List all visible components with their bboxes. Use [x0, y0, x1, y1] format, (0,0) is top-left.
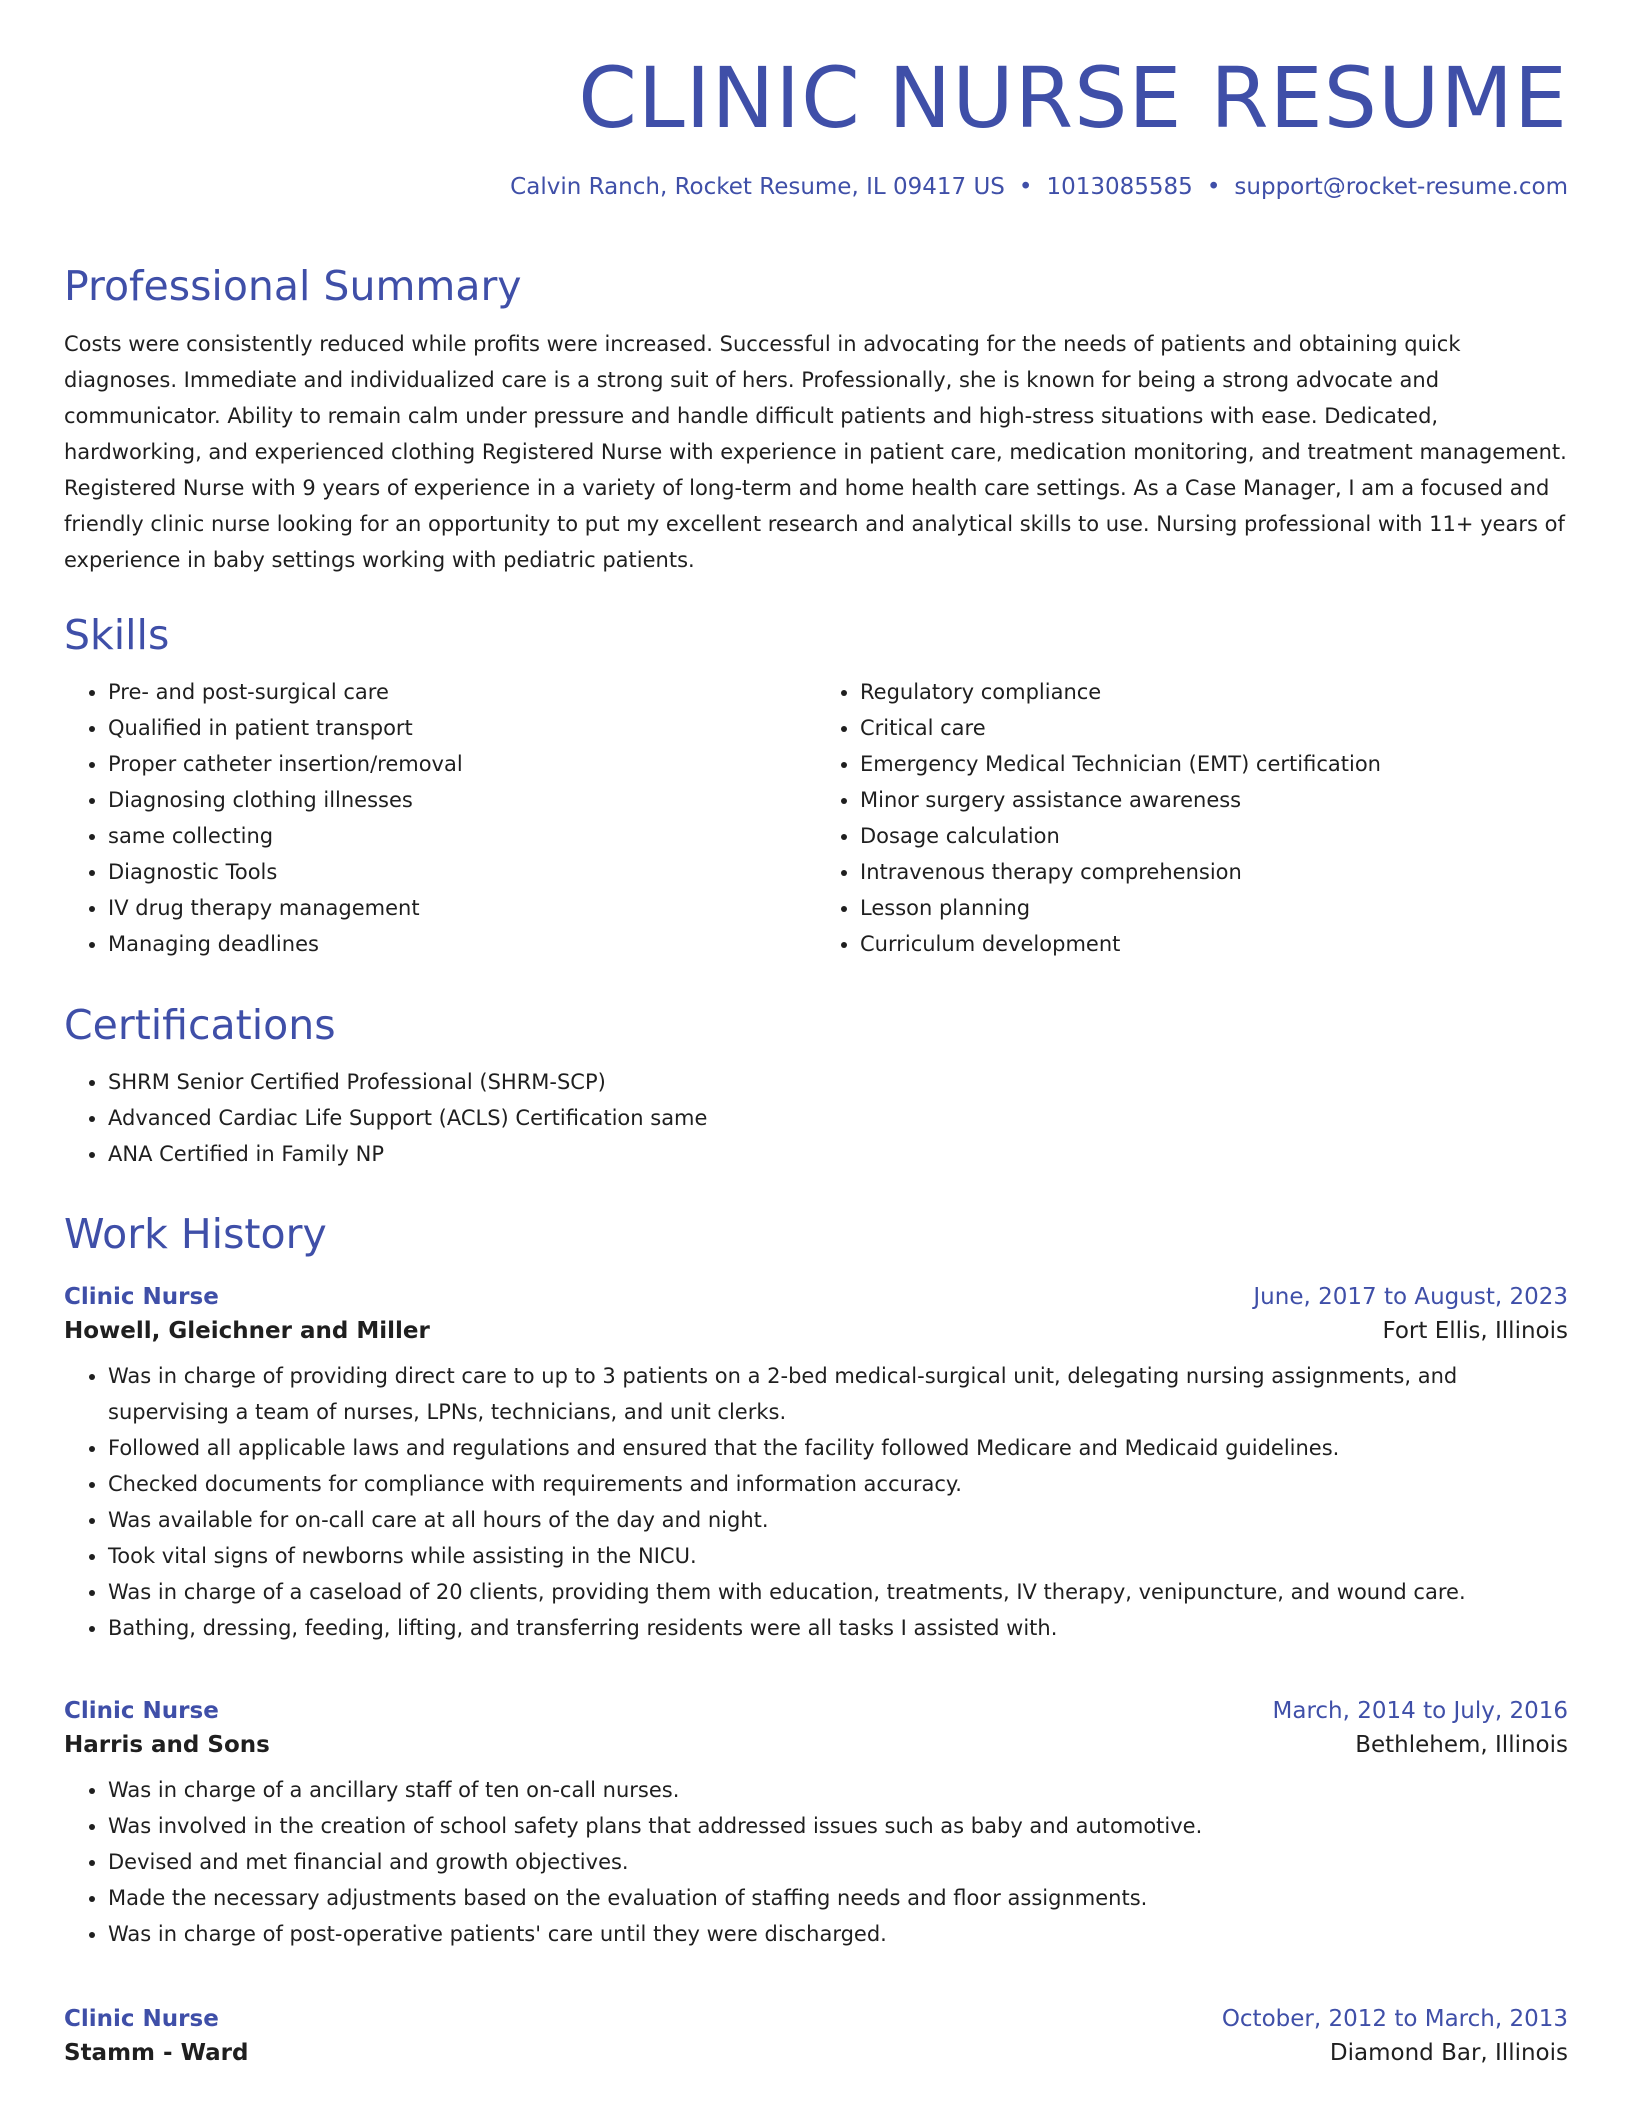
job-bullets: [64, 1358, 1568, 1646]
certifications-heading: Certifications: [64, 1001, 336, 1049]
list-item: • Was in charge of a caseload of 20 clients, providing them with education, treatments, IV therapy, venipuncture, and wound care.: [108, 1574, 1568, 1610]
list-item: • Qualified in patient transport: [108, 710, 816, 746]
summary-heading: Professional Summary: [64, 262, 522, 310]
job-header: [64, 2006, 1568, 2032]
list-item: • Devised and met financial and growth objectives.: [108, 1844, 1568, 1880]
list-item: • Bathing, dressing, feeding, lifting, and transferring residents were all tasks I assisted with.: [108, 1610, 1568, 1646]
job-entry: [64, 1698, 1568, 1952]
skills-list-left: [64, 674, 816, 962]
list-item: • Made the necessary adjustments based on the evaluation of staffing needs and floor assignments.: [108, 1880, 1568, 1916]
list-item: • Lesson planning: [860, 890, 1568, 926]
list-item: • Proper catheter insertion/removal: [108, 746, 816, 782]
list-item: • IV drug therapy management: [108, 890, 816, 926]
list-item: • Took vital signs of newborns while assisting in the NICU.: [108, 1538, 1568, 1574]
list-item: • Minor surgery assistance awareness: [860, 782, 1568, 818]
skills-list-right: [816, 674, 1568, 962]
job-dates: October, 2012 to March, 2013: [1221, 2006, 1568, 2032]
list-item: • Dosage calculation: [860, 818, 1568, 854]
separator-dot: •: [1206, 174, 1221, 201]
job-subheader: [64, 1732, 1568, 1758]
job-title: Clinic Nurse: [64, 2006, 219, 2032]
job-location: Fort Ellis, Illinois: [1382, 1318, 1568, 1344]
list-item: • Diagnostic Tools: [108, 854, 816, 890]
certifications-list: [64, 1064, 1568, 1172]
resume-title: CLINIC NURSE RESUME: [578, 49, 1568, 147]
contact-line: [64, 174, 1568, 200]
job-location: Diamond Bar, Illinois: [1329, 2040, 1568, 2066]
list-item: • Checked documents for compliance with requirements and information accuracy.: [108, 1466, 1568, 1502]
separator-dot: •: [1018, 174, 1033, 201]
contact-email[interactable]: support@rocket-resume.com: [1234, 174, 1568, 201]
skills-section: [64, 611, 1568, 962]
work-history-section: [64, 1210, 1568, 1258]
list-item: • Advanced Cardiac Life Support (ACLS) Certification same: [108, 1100, 1568, 1136]
job-company: Harris and Sons: [64, 1732, 270, 1758]
list-item: • Emergency Medical Technician (EMT) certification: [860, 746, 1568, 782]
list-item: • Regulatory compliance: [860, 674, 1568, 710]
contact-address: Calvin Ranch, Rocket Resume, IL 09417 US: [510, 174, 1005, 201]
job-location: Bethlehem, Illinois: [1355, 1732, 1568, 1758]
contact-phone[interactable]: 1013085585: [1046, 174, 1193, 201]
job-bullets: [64, 1772, 1568, 1952]
list-item: • Managing deadlines: [108, 926, 816, 962]
list-item: • Was in charge of providing direct care to up to 3 patients on a 2-bed medical-surgical unit, delegating nursing assignments, and supervising a team of nurses, LPNs, technicians, and unit clerks.: [108, 1358, 1568, 1430]
list-item: • Critical care: [860, 710, 1568, 746]
work-history-heading: Work History: [64, 1210, 327, 1258]
job-subheader: [64, 1318, 1568, 1344]
job-entry: [64, 1284, 1568, 1646]
job-header: [64, 1284, 1568, 1310]
list-item: • Was in charge of post-operative patients' care until they were discharged.: [108, 1916, 1568, 1952]
summary-section: [64, 262, 1568, 578]
job-dates: March, 2014 to July, 2016: [1272, 1698, 1568, 1724]
list-item: • Followed all applicable laws and regulations and ensured that the facility followed Medicare and Medicaid guidelines.: [108, 1430, 1568, 1466]
job-subheader: [64, 2040, 1568, 2066]
job-entry: [64, 2006, 1568, 2066]
list-item: • same collecting: [108, 818, 816, 854]
list-item: • SHRM Senior Certified Professional (SHRM-SCP): [108, 1064, 1568, 1100]
list-item: • Was in charge of a ancillary staff of ten on-call nurses.: [108, 1772, 1568, 1808]
certifications-section: [64, 1001, 1568, 1172]
job-title: Clinic Nurse: [64, 1284, 219, 1310]
list-item: • Pre- and post-surgical care: [108, 674, 816, 710]
job-title: Clinic Nurse: [64, 1698, 219, 1724]
skills-heading: Skills: [64, 611, 170, 659]
resume-header: [64, 0, 1568, 200]
job-company: Howell, Gleichner and Miller: [64, 1318, 430, 1344]
list-item: • Was available for on-call care at all hours of the day and night.: [108, 1502, 1568, 1538]
list-item: • Was involved in the creation of school safety plans that addressed issues such as baby and automotive.: [108, 1808, 1568, 1844]
job-company: Stamm - Ward: [64, 2040, 249, 2066]
job-dates: June, 2017 to August, 2023: [1253, 1284, 1568, 1310]
summary-text: Costs were consistently reduced while profits were increased. Successful in advocating for the needs of patients and obtaining quick diagnoses. Immediate and individualized care is a strong suit of hers. Professionally, she is known for being a strong advocate and communicator. Ability to remain calm under pressure and handle difficult patients and high-stress situations with ease. Dedicated, hardworking, and experienced clothing Registered Nurse with experience in patient care, medication monitoring, and treatment management. Registered Nurse with 9 years of experience in a variety of long-term and home health care settings. As a Case Manager, I am a focused and friendly clinic nurse looking for an opportunity to put my excellent research and analytical skills to use. Nursing professional with 11+ years of experience in baby settings working with pediatric patients.: [64, 332, 1567, 572]
list-item: • Intravenous therapy comprehension: [860, 854, 1568, 890]
list-item: • ANA Certified in Family NP: [108, 1136, 1568, 1172]
job-header: [64, 1698, 1568, 1724]
list-item: • Diagnosing clothing illnesses: [108, 782, 816, 818]
skills-columns: [64, 674, 1568, 962]
list-item: • Curriculum development: [860, 926, 1568, 962]
